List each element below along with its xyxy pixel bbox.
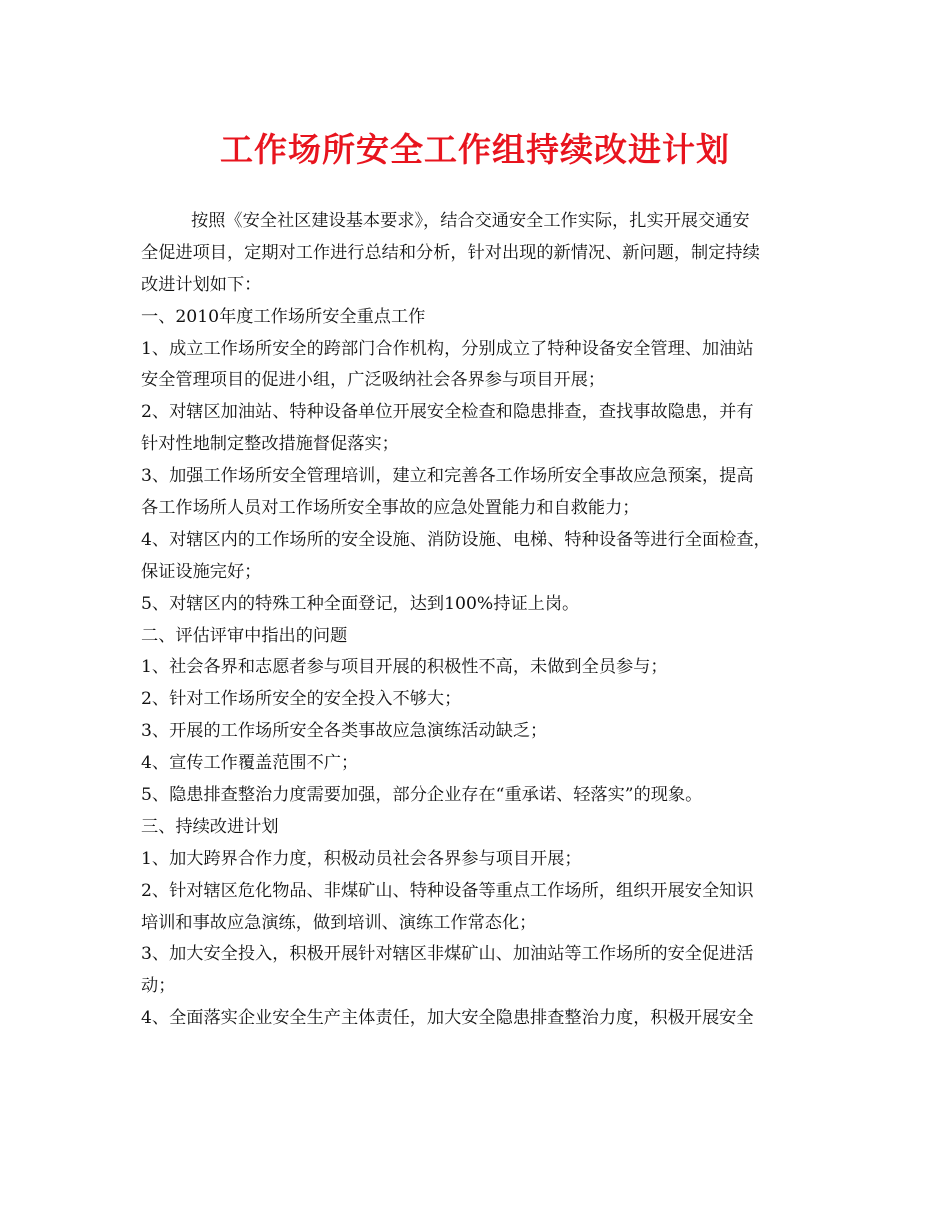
list-item-line: 3、开展的工作场所安全各类事故应急演练活动缺乏；	[141, 721, 548, 742]
list-item-line: 各工作场所人员对工作场所安全事故的应急处置能力和自救能力；	[141, 498, 640, 519]
list-item-line: 3、加大安全投入，积极开展针对辖区非煤矿山、加油站等工作场所的安全促进活	[141, 944, 754, 965]
paragraph-line: 按照《安全社区建设基本要求》，结合交通安全工作实际，扎实开展交通安	[191, 211, 750, 231]
list-item-line: 1、社会各界和志愿者参与项目开展的积极性不高，未做到全员参与；	[141, 657, 668, 678]
list-item-line: 4、对辖区内的工作场所的安全设施、消防设施、电梯、特种设备等进行全面检查，	[141, 529, 771, 550]
section-heading: 二、评估评审中指出的问题	[141, 625, 348, 646]
list-item-line: 培训和事故应急演练，做到培训、演练工作常态化；	[141, 912, 537, 933]
paragraph-line: 改进计划如下：	[141, 274, 262, 295]
section-heading: 三、持续改进计划	[141, 816, 279, 837]
list-item-line: 4、全面落实企业安全生产主体责任，加大安全隐患排查整治力度，积极开展安全	[141, 1008, 754, 1029]
list-item-line: 1、成立工作场所安全的跨部门合作机构，分别成立了特种设备安全管理、加油站	[141, 338, 754, 359]
list-item-line: 保证设施完好；	[141, 561, 262, 582]
list-item-line: 针对性地制定整改措施督促落实；	[141, 434, 399, 455]
list-item-line: 1、加大跨界合作力度，积极动员社会各界参与项目开展；	[141, 848, 582, 869]
list-item-line: 5、对辖区内的特殊工种全面登记，达到100%持证上岗。	[141, 593, 580, 614]
list-item-line: 安全管理项目的促进小组，广泛吸纳社会各界参与项目开展；	[141, 370, 606, 391]
document-body	[141, 206, 831, 1035]
list-item-line: 2、针对工作场所安全的安全投入不够大；	[141, 689, 462, 710]
page-title: 工作场所安全工作组持续改进计划	[220, 130, 730, 169]
list-item-line: 2、对辖区加油站、特种设备单位开展安全检查和隐患排查，查找事故隐患，并有	[141, 402, 754, 423]
list-item-line: 5、隐患排查整治力度需要加强，部分企业存在“重承诺、轻落实”的现象。	[141, 785, 703, 806]
section-heading: 一、2010年度工作场所安全重点工作	[141, 306, 426, 327]
list-item-line: 动；	[141, 976, 176, 997]
list-item-line: 2、针对辖区危化物品、非煤矿山、特种设备等重点工作场所，组织开展安全知识	[141, 880, 754, 901]
list-item-line: 4、宣传工作覆盖范围不广；	[141, 753, 359, 774]
paragraph-line: 全促进项目，定期对工作进行总结和分析，针对出现的新情况、新问题，制定持续	[141, 242, 760, 263]
list-item-line: 3、加强工作场所安全管理培训，建立和完善各工作场所安全事故应急预案，提高	[141, 466, 754, 487]
